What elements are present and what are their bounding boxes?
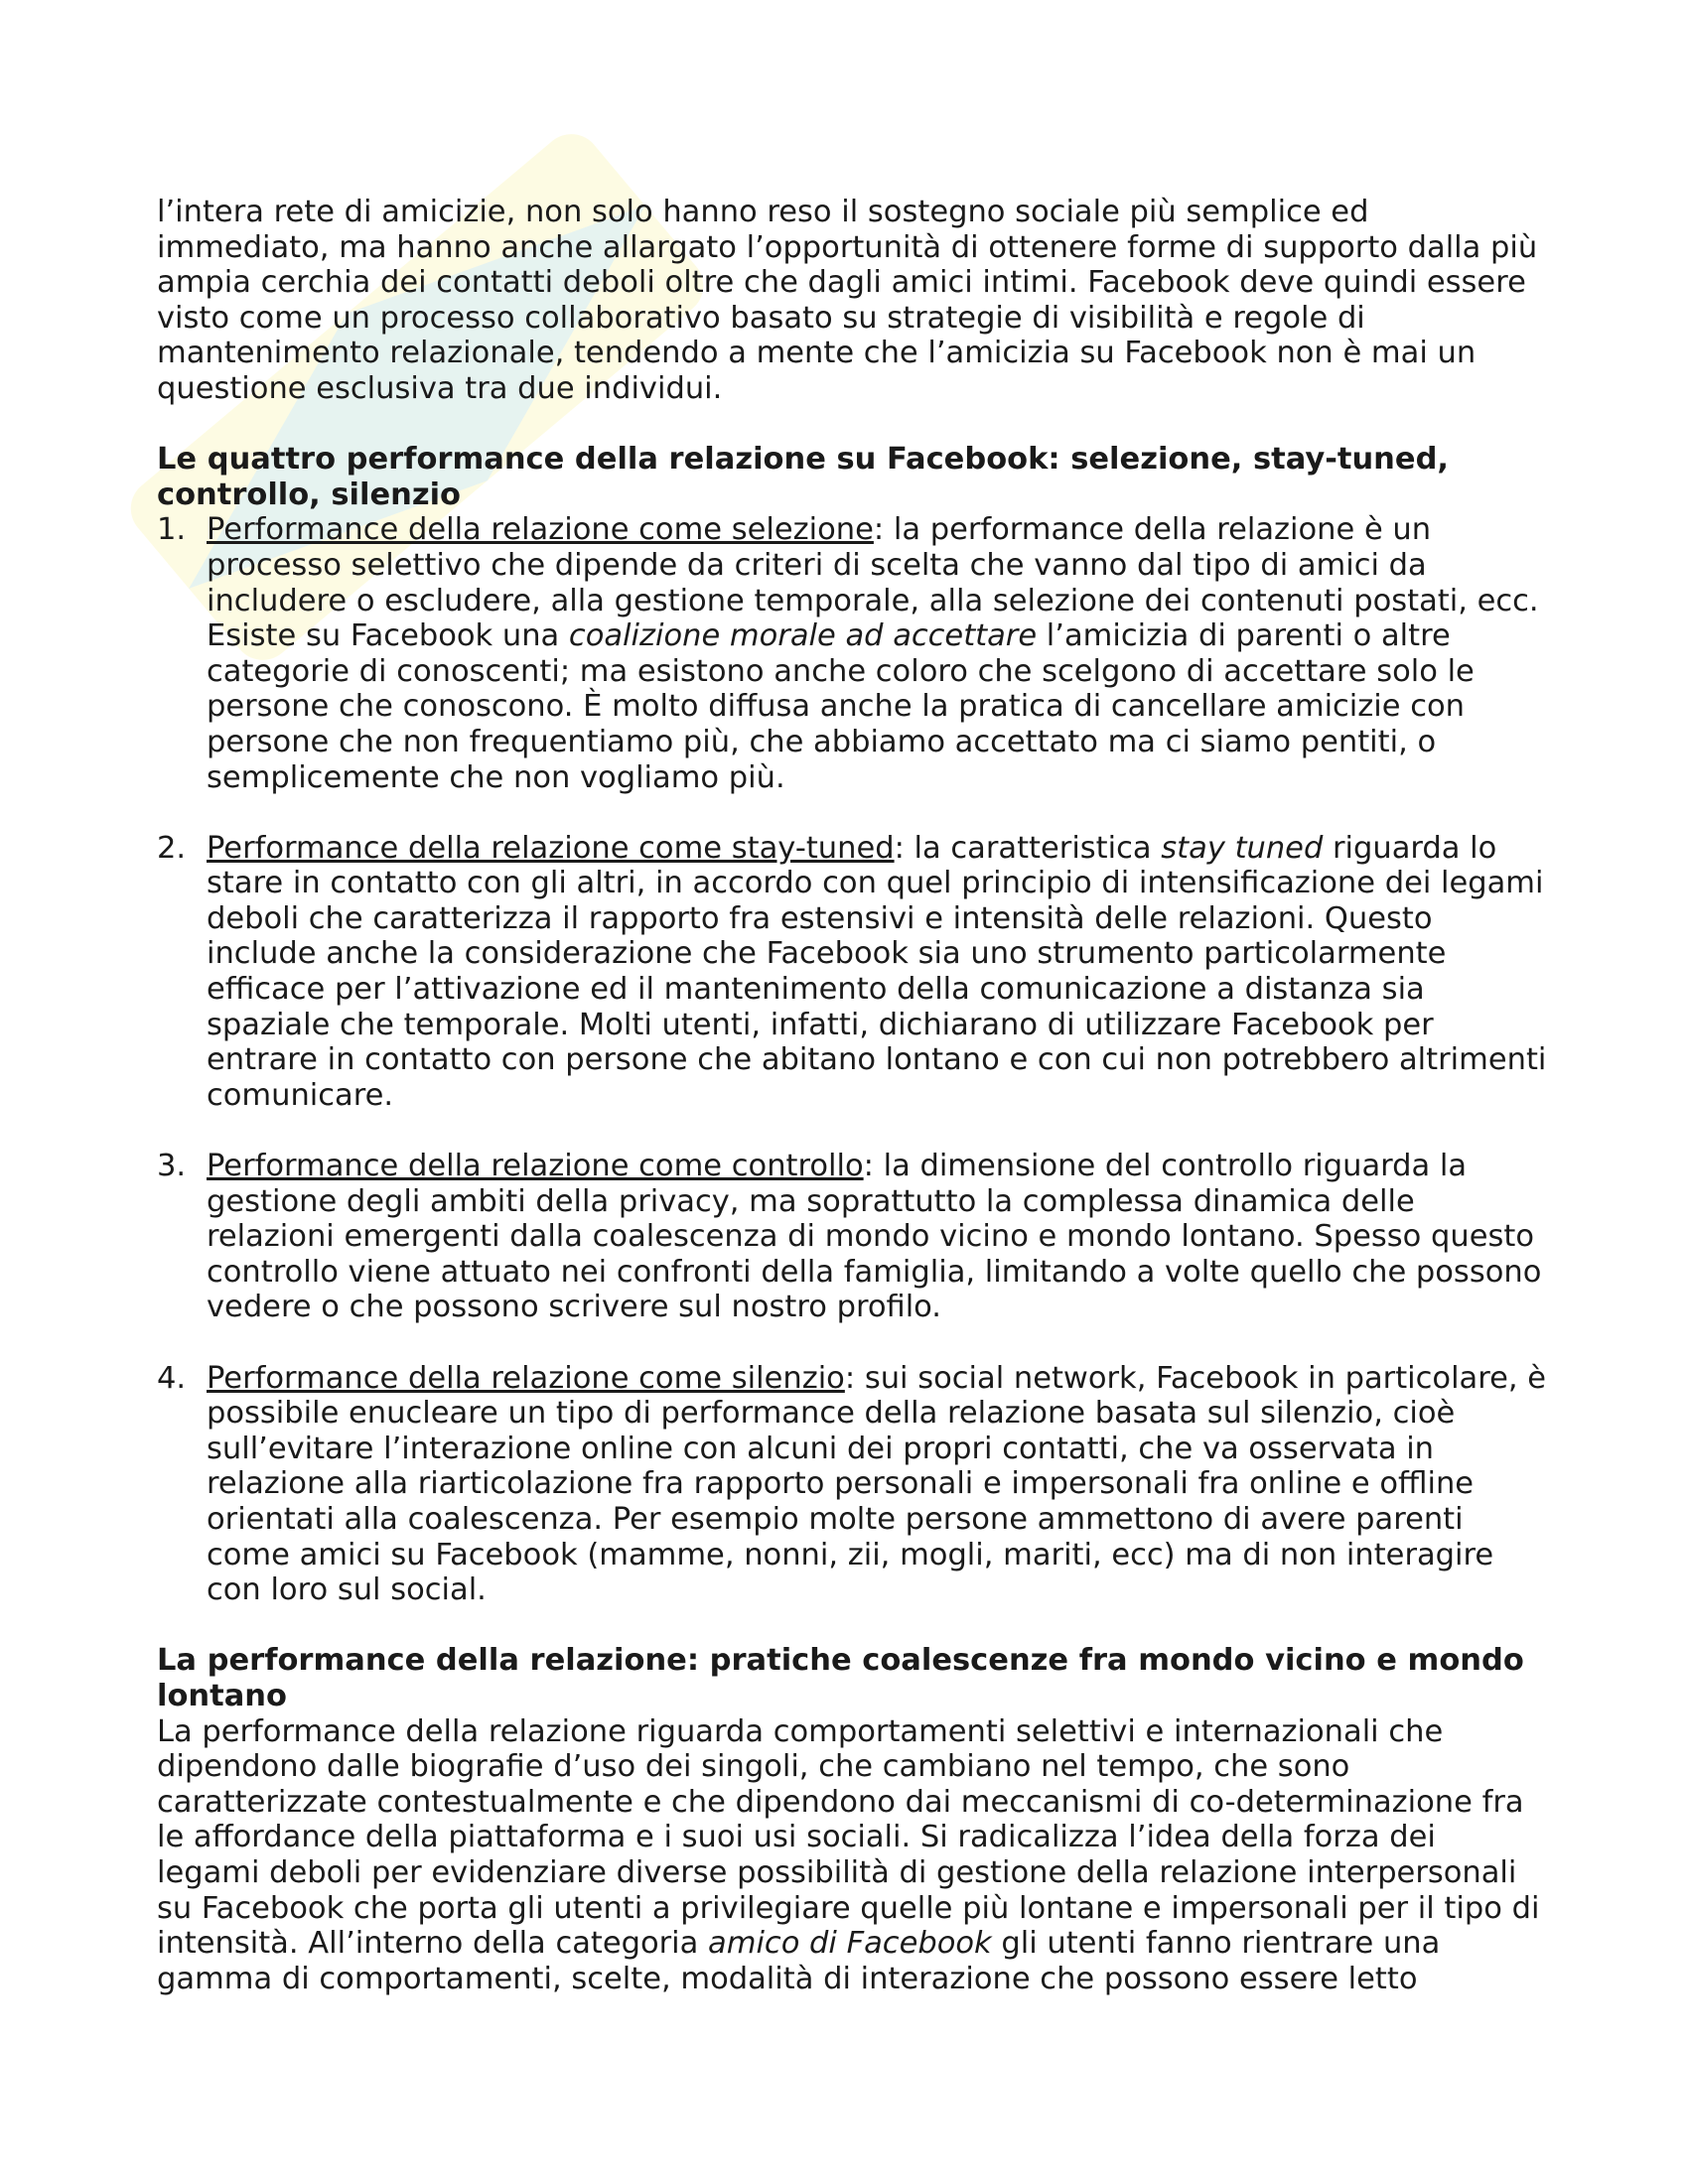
- list-number: 1.: [157, 512, 187, 548]
- section-heading-quattro-performance: Le quattro performance della relazione su Facebook: selezione, stay-tuned, controllo, silenzio: [157, 442, 1449, 512]
- item-title: Performance della relazione come controllo: [207, 1149, 864, 1184]
- item-text: : sui social network, Facebook in particolare, è possibile enucleare un tipo di performance della relazione basata sul silenzio, cioè sull’evitare l’interazione online con alcuni dei propri contatti, che va osservata in relazione alla riarticolazione fra rapporto personali e impersonali fra online e offline orientati alla coalescenza. Per esempio molte persone ammettono di avere parenti come amici su Facebook (mamme, nonni, zii, mogli, mariti, ecc) ma di non interagire con loro sul social.: [207, 1360, 1547, 1608]
- item-text-continued: riguarda lo stare in contatto con gli altri, in accordo con quel principio di intensificazione dei legami deboli che caratterizza il rapporto fra estensivi e intensità delle relazioni. Questo include anche la considerazione che Facebook sia uno strumento particolarmente efficace per l’attivazione ed il mantenimento della comunicazione a distanza sia spaziale che temporale. Molti utenti, infatti, dichiarano di utilizzare Facebook per entrare in contatto con persone che abitano lontano e con cui non potrebbero altrimenti comunicare.: [207, 830, 1547, 1113]
- paragraph-text-continued: gli utenti fanno rientrare una gamma di comportamenti, scelte, modalità di interazione che possono essere letto: [157, 1926, 1441, 1996]
- item-emphasis: stay tuned: [1161, 830, 1324, 866]
- intro-paragraph: l’intera rete di amicizie, non solo hanno reso il sostegno sociale più semplice ed immediato, ma hanno anche allargato l’opportunità di ottenere forme di supporto dalla più ampia cerchia dei contatti deboli oltre che dagli amici intimi. Facebook deve quindi essere visto come un processo collaborativo basato su strategie di visibilità e regole di mantenimento relazionale, tendendo a mente che l’amicizia su Facebook non è mai un questione esclusiva tra due individui.: [157, 195, 1538, 406]
- list-item: [157, 831, 1547, 1114]
- list-item: [157, 1149, 1547, 1325]
- list-item: [157, 1361, 1547, 1608]
- section-heading-pratiche-coalescenze: La performance della relazione: pratiche coalescenze fra mondo vicino e mondo lontano: [157, 1643, 1524, 1713]
- item-title: Performance della relazione come selezione: [207, 512, 874, 548]
- list-number: 2.: [157, 830, 187, 866]
- performance-list: [157, 512, 1547, 1607]
- list-number: 4.: [157, 1360, 187, 1396]
- paragraph-emphasis: amico di Facebook: [708, 1926, 992, 1962]
- item-text-continued: l’amicizia di parenti o altre categorie di conoscenti; ma esistono anche coloro che scelgono di accettare solo le persone che conoscono. È molto diffusa anche la pratica di cancellare amicizie con persone che non frequentiamo più, che abbiamo accettato ma ci siamo pentiti, o semplicemente che non vogliamo più.: [207, 618, 1475, 795]
- list-number: 3.: [157, 1149, 187, 1184]
- item-title: Performance della relazione come stay-tuned: [207, 830, 895, 866]
- item-title: Performance della relazione come silenzio: [207, 1360, 845, 1396]
- document-page: [157, 195, 1547, 1996]
- list-item: [157, 512, 1547, 795]
- section-paragraph: [157, 1714, 1547, 1997]
- item-text: : la dimensione del controllo riguarda la gestione degli ambiti della privacy, ma soprattutto la complessa dinamica delle relazioni emergenti dalla coalescenza di mondo vicino e mondo lontano. Spesso questo controllo viene attuato nei confronti della famiglia, limitando a volte quello che possono vedere o che possono scrivere sul nostro profilo.: [207, 1149, 1542, 1325]
- item-text: : la caratteristica: [894, 830, 1162, 866]
- item-emphasis: coalizione morale ad accettare: [568, 618, 1038, 654]
- paragraph-text: La performance della relazione riguarda comportamenti selettivi e internazionali che dipendono dalle biografie d’uso dei singoli, che cambiano nel tempo, che sono caratterizzate contestualmente e che dipendono dai meccanismi di co-determinazione fra le affordance della piattaforma e i suoi usi sociali. Si radicalizza l’idea della forza dei legami deboli per evidenziare diverse possibilità di gestione della relazione interpersonali su Facebook che porta gli utenti a privilegiare quelle più lontane e impersonali per il tipo di intensità. All’interno della categoria: [157, 1713, 1540, 1962]
- item-text: : la performance della relazione è un processo selettivo che dipende da criteri di scelta che vanno dal tipo di amici da includere o escludere, alla gestione temporale, alla selezione dei contenuti postati, ecc. Esiste su Facebook una: [207, 512, 1539, 654]
